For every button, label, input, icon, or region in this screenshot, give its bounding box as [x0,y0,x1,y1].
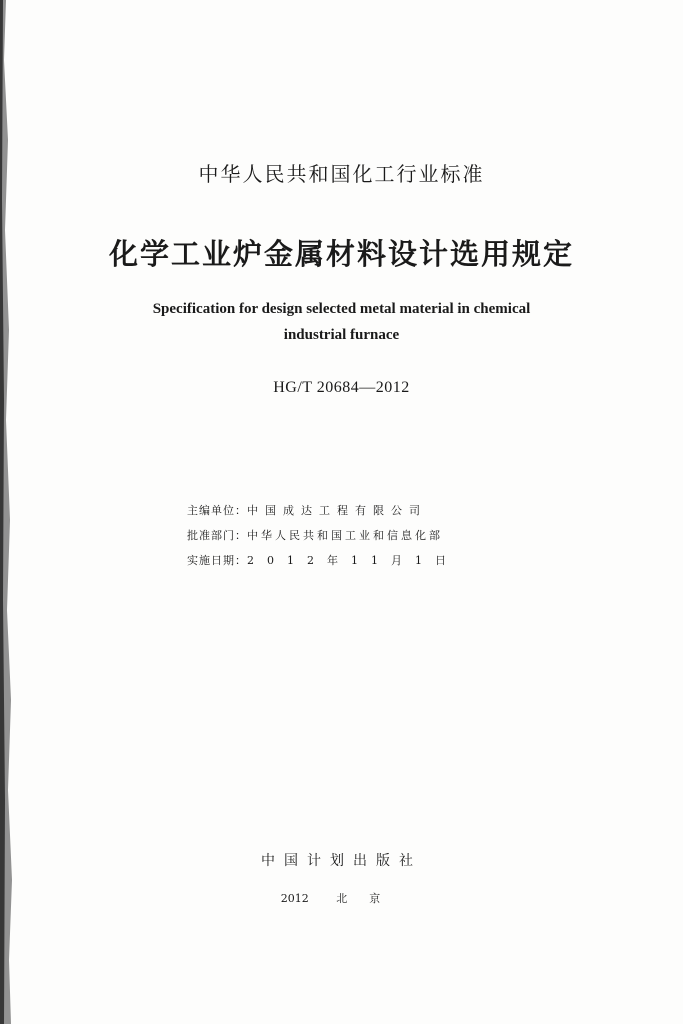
effective-date-value: 2012年11月1日 [247,554,459,567]
document-title-en-line2: industrial furnace [283,327,400,343]
document-title-en-line1: Specification for design selected metal material in chemical [152,301,531,317]
approval-dept-row [187,523,459,548]
approval-dept-value: 中华人民共和国工业和信息化部 [247,529,443,542]
effective-date-label: 实施日期： [187,554,247,567]
scanned-edge-shadow [0,0,14,1024]
document-title-cn: 化学工业炉金属材料设计选用规定 [108,237,574,271]
publisher-place [0,890,683,906]
approval-dept-label: 批准部门： [187,529,247,542]
chief-editor-value: 中国成达工程有限公司 [247,504,427,517]
effective-date-row [187,548,459,573]
standard-series: 中华人民共和国化工行业标准 [198,162,485,186]
publisher-name: 中国计划出版社 [261,853,422,869]
chief-editor-row [187,498,459,523]
publish-year: 2012 [280,892,309,905]
chief-editor-label: 主编单位： [187,504,247,517]
standard-code: HG/T 20684—2012 [273,379,410,396]
publish-city: 北京 [336,892,403,905]
publication-info [187,498,459,573]
